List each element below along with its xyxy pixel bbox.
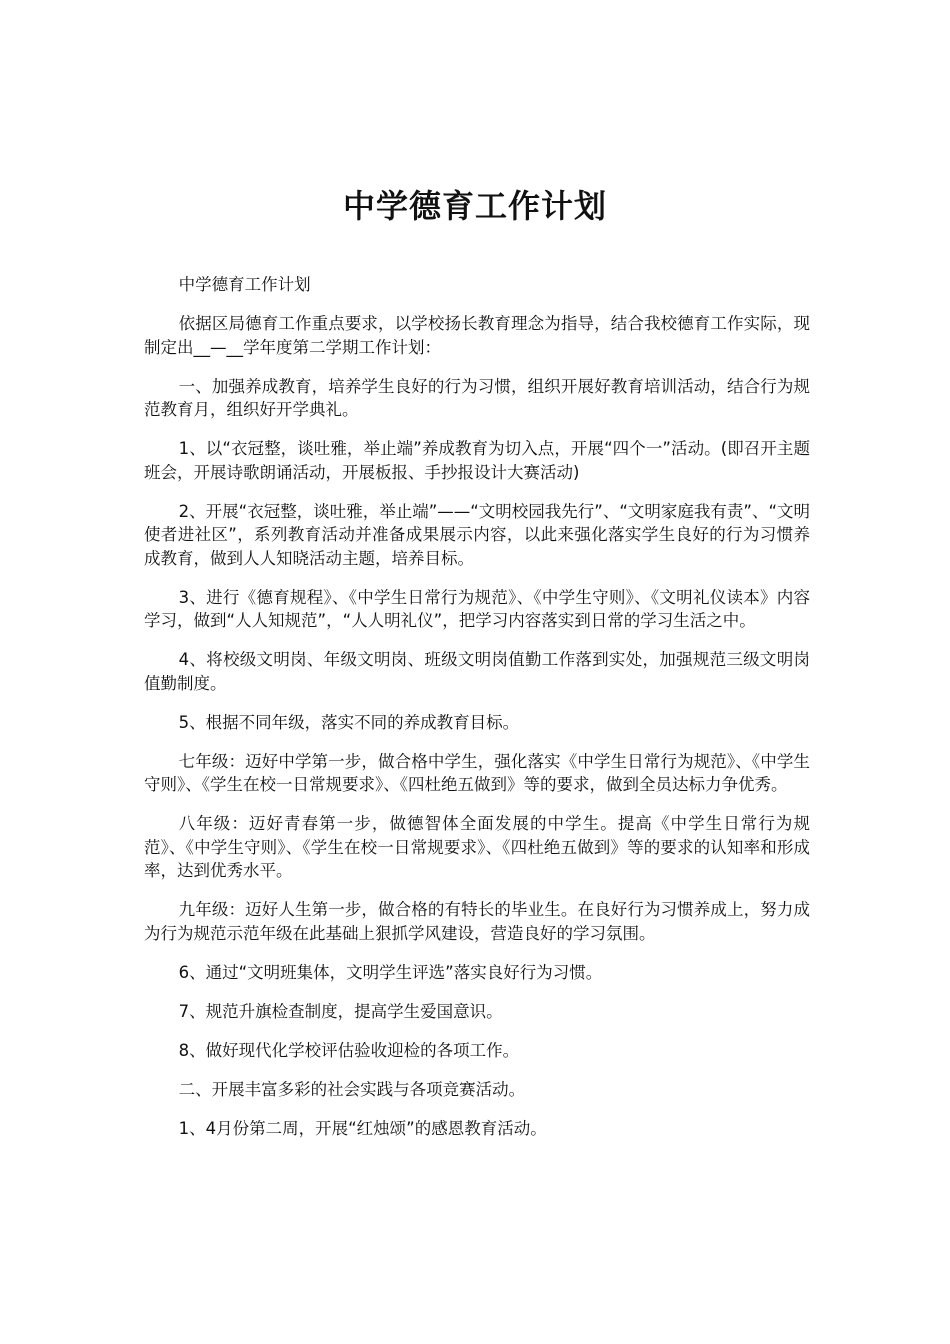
paragraph-section-1-heading: 一、加强养成教育，培养学生良好的行为习惯，组织开展好教育培训活动，结合行为规范教育月，组织好开学典礼。 [144, 376, 810, 419]
paragraph-intro: 依据区局德育工作重点要求，以学校扬长教育理念为指导，结合我校德育工作实际，现制定出__—__学年度第二学期工作计划： [144, 314, 810, 357]
paragraph-item-1: 1、以“衣冠整，谈吐雅，举止端”养成教育为切入点，开展“四个一”活动。(即召开主题班会，开展诗歌朗诵活动，开展板报、手抄报设计大赛活动) [144, 439, 810, 482]
document-title: 中学德育工作计划 [342, 187, 607, 225]
paragraph-item-5: 5、根据不同年级，落实不同的养成教育目标。 [178, 712, 520, 732]
paragraph-item-3: 3、进行《德育规程》、《中学生日常行为规范》、《中学生守则》、《文明礼仪读本》内容学习，做到“人人知规范”，“人人明礼仪”，把学习内容落实到日常的学习生活之中。 [144, 587, 810, 630]
paragraph-grade-7: 七年级：迈好中学第一步，做合格中学生，强化落实《中学生日常行为规范》、《中学生守则》、《学生在校一日常规要求》、《四杜绝五做到》等的要求，做到全员达标力争优秀。 [144, 751, 810, 794]
document-body [144, 273, 810, 1156]
paragraph-item-2: 2、开展“衣冠整，谈吐雅，举止端”——“文明校园我先行”、“文明家庭我有责”、“文明使者进社区”，系列教育活动并准备成果展示内容，以此来强化落实学生良好的行为习惯养成教育，做到人人知晓活动主题，培养目标。 [144, 501, 810, 568]
paragraph-item-8: 8、做好现代化学校评估验收迎检的各项工作。 [178, 1040, 520, 1060]
paragraph-item-4: 4、将校级文明岗、年级文明岗、班级文明岗值勤工作落到实处，加强规范三级文明岗值勤制度。 [144, 650, 810, 693]
paragraph-grade-8: 八年级：迈好青春第一步，做德智体全面发展的中学生。提高《中学生日常行为规范》、《中学生守则》、《学生在校一日常规要求》、《四杜绝五做到》等的要求的认知率和形成率，达到优秀水平。 [144, 814, 810, 880]
paragraph-item-6: 6、通过“文明班集体，文明学生评选”落实良好行为习惯。 [178, 962, 603, 982]
paragraph-grade-9: 九年级：迈好人生第一步，做合格的有特长的毕业生。在良好行为习惯养成上，努力成为行为规范示范年级在此基础上狠抓学风建设，营造良好的学习氛围。 [144, 900, 810, 943]
paragraph-subtitle: 中学德育工作计划 [178, 275, 311, 294]
paragraph-section-2-item-1: 1、4月份第二周，开展“红烛颂”的感恩教育活动。 [178, 1118, 547, 1138]
paragraph-section-2-heading: 二、开展丰富多彩的社会实践与各项竞赛活动。 [178, 1079, 526, 1099]
paragraph-item-7: 7、规范升旗检查制度，提高学生爱国意识。 [178, 1001, 503, 1021]
